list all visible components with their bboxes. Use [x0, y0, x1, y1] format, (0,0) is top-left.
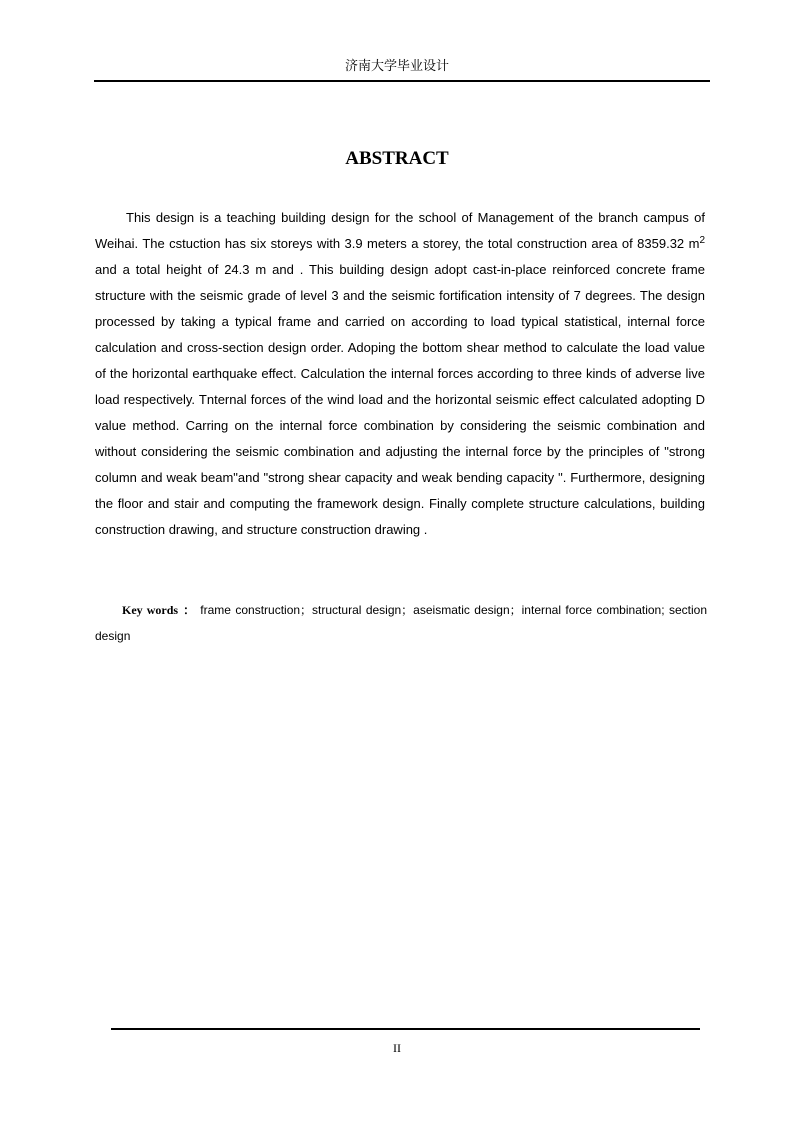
keywords-paragraph — [95, 597, 707, 649]
area-unit-superscript: 2 — [699, 235, 705, 246]
abstract-text-part2: and a total height of 24.3 m and . This building design adopt cast-in-place reinforced concrete frame structure with the seismic grade of level 3 and the seismic fortification intensity of 7 degrees. The design processed by taking a typical frame and carried on according to load typical statistical, internal force calculation and cross-section design order. Adoping the bottom shear method to calculate the load value of the horizontal earthquake effect. Calculation the internal forces according to three kinds of adverse live load respectively. Tnternal forces of the wind load and the horizontal seismic effect calculated adopting D value method. Carring on the internal force combination by considering the seismic combination and without considering the seismic combination and adjusting the internal force by the principles of "strong column and weak beam"and "strong shear capacity and weak bending capacity ". Furthermore, designing the floor and stair and computing the framework design. Finally complete structure calculations, building construction drawing, and structure construction drawing . — [95, 262, 705, 537]
abstract-text-part1: This design is a teaching building design for the school of Management of the branch campus of Weihai. The cstuction has six storeys with 3.9 meters a storey, the total construction area of 8359.32 m — [95, 210, 705, 251]
footer-rule-left — [111, 1028, 259, 1030]
keywords-label: Key words — [122, 603, 179, 617]
footer-rule-right — [259, 1028, 700, 1030]
keywords-separator: ： — [182, 603, 197, 617]
abstract-heading: ABSTRACT — [345, 148, 449, 169]
header-rule — [94, 80, 710, 82]
keywords-text: frame construction；structural design；aseismatic design；internal force combination; section design — [95, 603, 707, 643]
abstract-body — [95, 205, 705, 543]
running-header: 济南大学毕业设计 — [344, 59, 449, 74]
page-number: II — [393, 1041, 401, 1055]
